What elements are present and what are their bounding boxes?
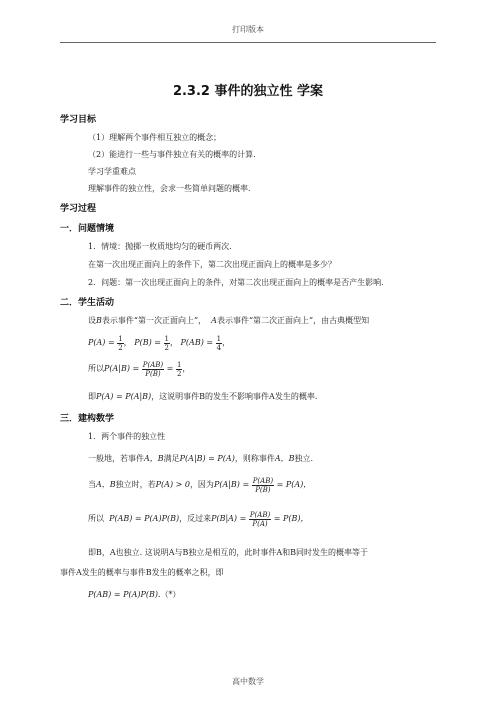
expr-product-rule: P(AB) = P(A)P(B) [109,514,180,523]
s1-paragraph-3: 2．问题：第一次出现正面向上的条件，对第二次出现正面向上的概率是否产生影响. [88,278,384,287]
text-generally: 一般地，若事件 [88,454,144,463]
s3-formula-line [88,590,181,600]
expr-independence-condition: P(A|B) = P(A) [179,454,235,463]
expr-pb: P(B) = [134,338,164,347]
fraction-numerator: 1 [118,334,123,343]
text-formula-tag: .（*） [157,590,181,599]
s2-conclusion-line [88,392,317,402]
symbol-a-b: A，B [144,454,164,463]
expr-pa-given-b: P(A|B) = [104,364,142,373]
text-then-called: ，则称事件 [234,454,275,463]
key-points-label: 学习学重难点 [88,167,136,176]
text-comma: ， [222,338,231,347]
text-conclusion: ，这说明事件B的发生不影响事件A发生的概率. [151,392,318,401]
text-second-heads: 表示事件“第二次正面向上”，由古典概型知 [216,316,370,325]
fraction-denominator: 2 [176,369,182,378]
text-comma: ， [123,338,132,347]
fraction-numerator: P(AB) [142,360,164,369]
document-title: 2.3.2 事件的独立性 学案 [172,84,324,99]
s3-derivation-line-1 [88,476,311,494]
goals-heading: 学习目标 [60,115,97,125]
expr-pa: P(A) = [88,338,118,347]
expr-pa-given-b: P(A|B) = [213,480,252,489]
s1-paragraph-1: 1．情境：抛掷一枚质地均匀的硬币两次. [88,242,232,251]
fraction-numerator: P(AB) [252,476,274,485]
fraction-pab-over-pb [252,477,274,494]
symbol-a: A [211,316,217,325]
s3-paragraph-5: 即B，A也独立. 这说明A与B独立是相互的，此时事件A和B同时发生的概率等于 [88,548,369,557]
text-comma: ， [169,338,178,347]
goal-item-2: （2）能进行一些与事件独立有关的概率的计算. [88,150,256,159]
fraction-numerator: 1 [216,334,222,343]
fraction-denominator: 2 [164,343,169,352]
page-header: 打印版本 [232,25,264,34]
header-rule [60,42,436,43]
text-equals: = [164,364,176,373]
section-3-heading: 三．建构数学 [60,414,115,424]
s3-definition-line [88,454,313,464]
s3-paragraph-6: 事件A发生的概率与事件B发生的概率之积，即 [60,568,224,577]
fraction-pab-over-pb [142,361,164,378]
fraction-denominator: 2 [118,343,123,352]
expr-equals-pb: = P(B)， [271,514,309,523]
symbol-b: B [96,316,102,325]
text-independent-if: 独立时，若 [115,480,156,489]
process-heading: 学习过程 [60,204,97,214]
text-she: 设 [88,316,96,325]
expr-pb-given-a: P(B|A) = [211,514,249,523]
s3-derivation-line-2 [88,510,309,528]
text-when: 当 [88,480,96,489]
expr-pab: P(AB) = [180,338,216,347]
text-namely: 即 [88,392,96,401]
fraction-numerator: 1 [164,334,169,343]
expr-pa-equals-pa-given-b: P(A) = P(A|B) [96,392,152,401]
section-1-heading: 一．问题情境 [60,224,115,234]
expr-product-formula: P(AB) = P(A)P(B) [88,590,158,599]
page-footer: 高中数学 [232,677,264,686]
symbol-a-b: A，B [96,480,116,489]
fraction-numerator: 1 [176,360,182,369]
fraction-denominator: P(B) [255,485,271,494]
symbol-a-b: A，B [274,454,295,463]
s2-conditional-line [88,360,190,378]
s2-probabilities-line [88,334,230,352]
fraction-denominator: 4 [216,343,222,352]
key-points-text: 理解事件的独立性，会求一些简单问题的概率. [88,184,251,193]
text-satisfies: 满足 [163,454,180,463]
text-first-heads: 表示事件“第一次正面向上”， [101,316,207,325]
section-2-heading: 二．学生活动 [60,298,115,308]
text-so: 所以 [88,364,104,373]
fraction-numerator: P(AB) [249,510,271,519]
goal-item-1: （1）理解两个事件相互独立的概念； [88,133,222,142]
fraction-denominator: P(B) [145,369,161,378]
s3-paragraph-1: 1．两个事件的独立性 [88,432,166,441]
text-comma: ， [182,364,191,373]
text-conversely: ，反过来 [179,514,212,523]
expr-pa-positive: P(A) > 0 [155,480,190,489]
expr-equals-pa: = P(A)， [274,480,312,489]
fraction-denominator: P(A) [252,519,268,528]
text-independent: 独立. [294,454,314,463]
s2-definition-line [88,316,369,326]
text-because: ，因为 [189,480,214,489]
s1-paragraph-2: 在第一次出现正面向上的条件下，第二次出现正面向上的概率是多少？ [88,260,336,269]
text-so: 所以 [88,514,104,523]
fraction-pab-over-pa [249,511,271,528]
